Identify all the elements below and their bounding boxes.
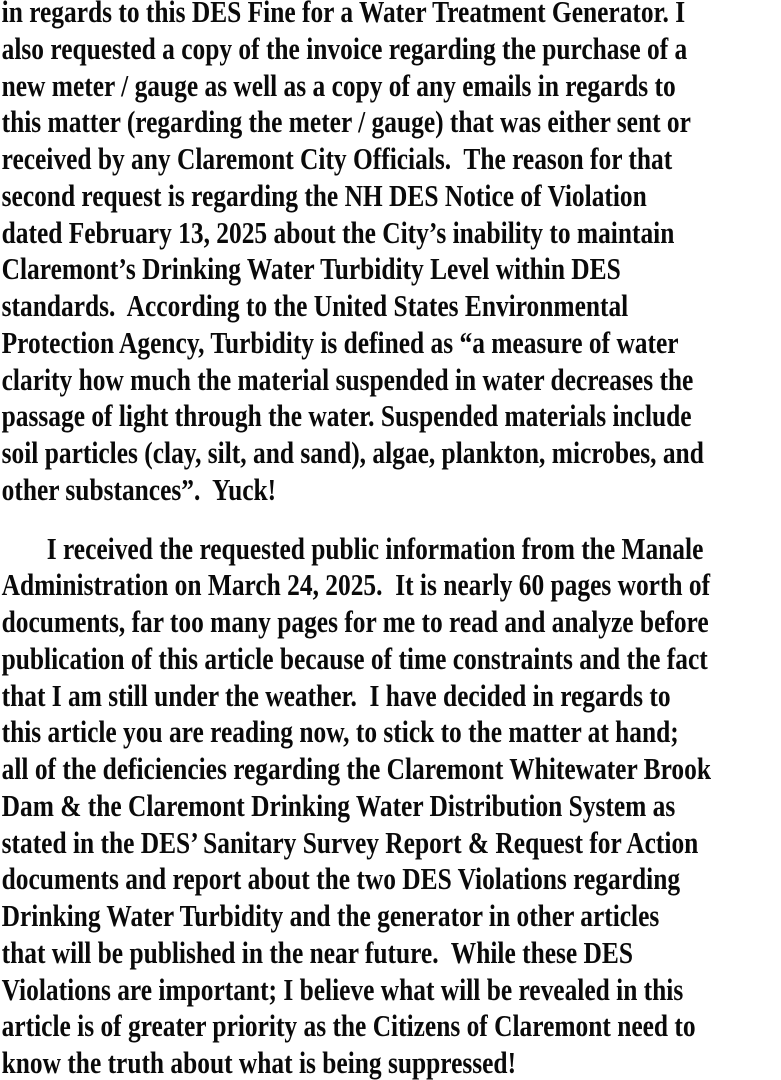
paragraph-public-information-request	[2, 531, 781, 1080]
text-line: Claremont’s Drinking Water Turbidity Level within DES	[1, 251, 621, 287]
text-line: documents and report about the two DES Violations regarding	[1, 861, 681, 897]
text-line: Drinking Water Turbidity and the generator in other articles	[1, 898, 660, 933]
text-line: clarity how much the material suspended in water decreases the	[1, 361, 694, 397]
text-line: standards. According to the United States Environmental	[1, 288, 629, 323]
text-line: this article you are reading now, to stick to the matter at hand;	[1, 714, 679, 750]
text-line: dated February 13, 2025 about the City’s inability to maintain	[1, 214, 675, 250]
paragraph-des-fine-and-turbidity	[2, 0, 781, 509]
text-line: publication of this article because of time constraints and the fact	[1, 640, 708, 676]
text-line: I received the requested public information from the Manale	[46, 530, 704, 566]
text-line: new meter / gauge as well as a copy of any emails in regards to	[1, 67, 676, 103]
text-line: this matter (regarding the meter / gauge) that was either sent or	[1, 104, 691, 140]
text-line: Administration on March 24, 2025. It is nearly 60 pages worth of	[1, 567, 711, 603]
text-line: in regards to this DES Fine for a Water Treatment Generator. I	[1, 0, 686, 29]
text-line: other substances”. Yuck!	[1, 471, 277, 507]
text-line: that I am still under the weather. I have decided in regards to	[1, 677, 671, 713]
text-line: article is of greater priority as the Citizens of Claremont need to	[1, 1008, 696, 1044]
text-line: soil particles (clay, silt, and sand), algae, plankton, microbes, and	[1, 435, 704, 470]
text-line: Violations are important; I believe what will be revealed in this	[1, 971, 684, 1007]
text-line: also requested a copy of the invoice regarding the purchase of a	[1, 30, 688, 66]
text-line: received by any Claremont City Officials. The reason for that	[1, 141, 673, 176]
text-line: passage of light through the water. Suspended materials include	[1, 398, 692, 434]
text-line: documents, far too many pages for me to read and analyze before	[1, 604, 709, 639]
text-line: all of the deficiencies regarding the Claremont Whitewater Brook	[1, 751, 711, 786]
text-line: that will be published in the near future. While these DES	[1, 934, 634, 970]
text-line: know the truth about what is being suppressed!	[1, 1045, 517, 1080]
text-line: Protection Agency, Turbidity is defined as “a measure of water	[1, 324, 679, 360]
text-line: Dam & the Claremont Drinking Water Distribution System as	[1, 787, 676, 823]
text-line: second request is regarding the NH DES Notice of Violation	[1, 177, 647, 213]
text-line: stated in the DES’ Sanitary Survey Report & Request for Action	[1, 824, 699, 860]
